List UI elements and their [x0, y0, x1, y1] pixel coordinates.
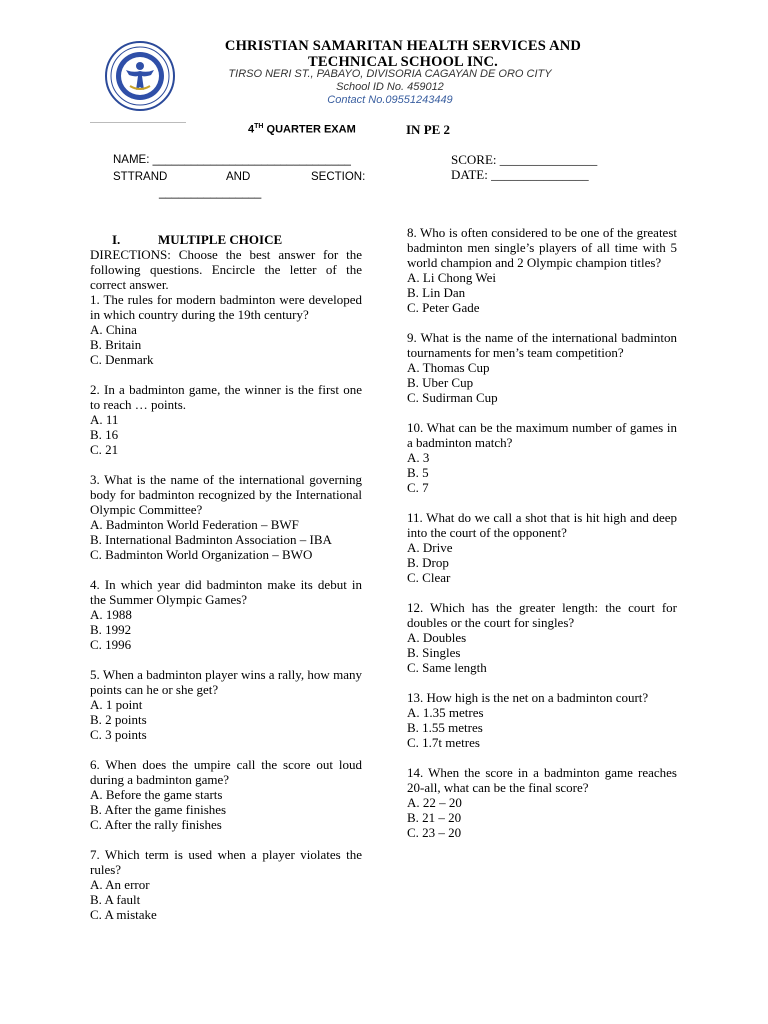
- answer-option[interactable]: B. Britain: [90, 337, 142, 352]
- question-item: [90, 757, 362, 832]
- question-item: [90, 667, 362, 742]
- question-item: [407, 330, 677, 405]
- question-item: [407, 420, 677, 495]
- answer-option[interactable]: C. 7: [407, 480, 429, 495]
- question-text: 7. Which term is used when a player violates the rules?: [90, 847, 362, 877]
- answer-option[interactable]: B. Singles: [407, 645, 461, 660]
- answer-option[interactable]: A. Li Chong Wei: [407, 270, 496, 285]
- name-field[interactable]: NAME: _______________________________: [113, 154, 351, 166]
- strand-label: STTRAND: [113, 171, 168, 183]
- question-text: 2. In a badminton game, the winner is the first one to reach … points.: [90, 382, 362, 412]
- answer-option[interactable]: A. Before the game starts: [90, 787, 223, 802]
- question-item: [90, 472, 362, 562]
- answer-option[interactable]: C. 1.7t metres: [407, 735, 480, 750]
- question-text: 11. What do we call a shot that is hit high and deep into the court of the opponent?: [407, 510, 677, 540]
- answer-option[interactable]: C. 21: [90, 442, 119, 457]
- answer-option[interactable]: A. Badminton World Federation – BWF: [90, 517, 299, 532]
- answer-option[interactable]: A. 3: [407, 450, 430, 465]
- school-name: CHRISTIAN SAMARITAN HEALTH SERVICES AND TECHNICAL SCHOOL INC.: [224, 38, 582, 70]
- strand-section-field[interactable]: ________________: [159, 187, 262, 199]
- answer-option[interactable]: A. 22 – 20: [407, 795, 462, 810]
- date-field[interactable]: DATE: _______________: [451, 167, 589, 182]
- answer-option[interactable]: C. 23 – 20: [407, 825, 462, 840]
- answer-option[interactable]: B. 1.55 metres: [407, 720, 483, 735]
- answer-option[interactable]: C. Badminton World Organization – BWO: [90, 547, 313, 562]
- answer-option[interactable]: A. Thomas Cup: [407, 360, 490, 375]
- question-text: 6. When does the umpire call the score out loud during a badminton game?: [90, 757, 362, 787]
- question-item: [90, 577, 362, 652]
- answer-option[interactable]: B. Lin Dan: [407, 285, 466, 300]
- answer-option[interactable]: A. China: [90, 322, 137, 337]
- school-contact: Contact No.09551243449: [327, 94, 453, 106]
- answer-option[interactable]: B. After the game finishes: [90, 802, 227, 817]
- answer-option[interactable]: A. 1.35 metres: [407, 705, 484, 720]
- directions: DIRECTIONS: Choose the best answer for the following questions. Encircle the letter of the correct answer.: [90, 247, 362, 292]
- answer-option[interactable]: A. Drive: [407, 540, 453, 555]
- section-title: MULTIPLE CHOICE: [158, 232, 283, 247]
- answer-option[interactable]: B. A fault: [90, 892, 141, 907]
- question-text: 1. The rules for modern badminton were developed in which country during the 19th century?: [90, 292, 362, 322]
- school-address: TIRSO NERI ST., PABAYO, DIVISORIA CAGAYAN DE ORO CITY: [228, 68, 552, 80]
- answer-option[interactable]: B. International Badminton Association – IBA: [90, 532, 332, 547]
- question-text: 13. How high is the net on a badminton court?: [407, 690, 649, 705]
- answer-option[interactable]: B. 21 – 20: [407, 810, 462, 825]
- question-text: 3. What is the name of the international governing body for badminton recognized by the International Olympic Committee?: [90, 472, 362, 517]
- question-text: 8. Who is often considered to be one of the greatest badminton men single’s players of all time with 5 world champion and 2 Olympic champion titles?: [407, 225, 677, 270]
- question-text: 5. When a badminton player wins a rally, how many points can he or she get?: [90, 667, 362, 697]
- answer-option[interactable]: B. Uber Cup: [407, 375, 474, 390]
- answer-option[interactable]: C. After the rally finishes: [90, 817, 222, 832]
- answer-option[interactable]: B. 5: [407, 465, 429, 480]
- answer-option[interactable]: C. A mistake: [90, 907, 157, 922]
- answer-option[interactable]: C. Sudirman Cup: [407, 390, 498, 405]
- answer-option[interactable]: A. Doubles: [407, 630, 467, 645]
- answer-option[interactable]: C. Same length: [407, 660, 487, 675]
- exam-subject: IN PE 2: [406, 122, 451, 137]
- answer-option[interactable]: A. 1988: [90, 607, 132, 622]
- section-heading: [90, 232, 362, 247]
- question-item: [407, 510, 677, 585]
- question-item: [407, 600, 677, 675]
- right-column: [407, 225, 677, 840]
- question-text: 10. What can be the maximum number of games in a badminton match?: [407, 420, 677, 450]
- header-divider: [90, 122, 186, 123]
- answer-option[interactable]: C. Denmark: [90, 352, 154, 367]
- question-text: 12. Which has the greater length: the court for doubles or the court for singles?: [407, 600, 677, 630]
- answer-option[interactable]: B. 16: [90, 427, 119, 442]
- question-text: 4. In which year did badminton make its debut in the Summer Olympic Games?: [90, 577, 362, 607]
- and-label: AND: [226, 171, 251, 183]
- answer-option[interactable]: C. 1996: [90, 637, 132, 652]
- exam-title: 4TH QUARTER EXAM: [248, 123, 356, 136]
- answer-option[interactable]: C. Clear: [407, 570, 451, 585]
- answer-option[interactable]: A. An error: [90, 877, 150, 892]
- question-text: 9. What is the name of the international badminton tournaments for men’s team competition?: [407, 330, 677, 360]
- question-item: [407, 765, 677, 840]
- school-logo: [104, 40, 176, 112]
- right-question-list: [407, 225, 677, 840]
- section-label: SECTION:: [311, 171, 366, 183]
- school-id: School ID No. 459012: [336, 81, 444, 93]
- answer-option[interactable]: B. 1992: [90, 622, 132, 637]
- left-question-list: [90, 292, 362, 922]
- question-text: 14. When the score in a badminton game reaches 20-all, what can be the final score?: [407, 765, 677, 795]
- question-item: [90, 847, 362, 922]
- question-item: [90, 382, 362, 457]
- answer-option[interactable]: B. 2 points: [90, 712, 147, 727]
- question-item: [90, 292, 362, 367]
- answer-option[interactable]: B. Drop: [407, 555, 449, 570]
- question-item: [407, 225, 677, 315]
- left-column: [90, 231, 362, 922]
- score-field[interactable]: SCORE: _______________: [451, 152, 598, 167]
- answer-option[interactable]: C. 3 points: [90, 727, 147, 742]
- answer-option[interactable]: A. 11: [90, 412, 119, 427]
- question-item: [407, 690, 677, 750]
- answer-option[interactable]: C. Peter Gade: [407, 300, 480, 315]
- section-number: I.: [112, 232, 121, 247]
- answer-option[interactable]: A. 1 point: [90, 697, 143, 712]
